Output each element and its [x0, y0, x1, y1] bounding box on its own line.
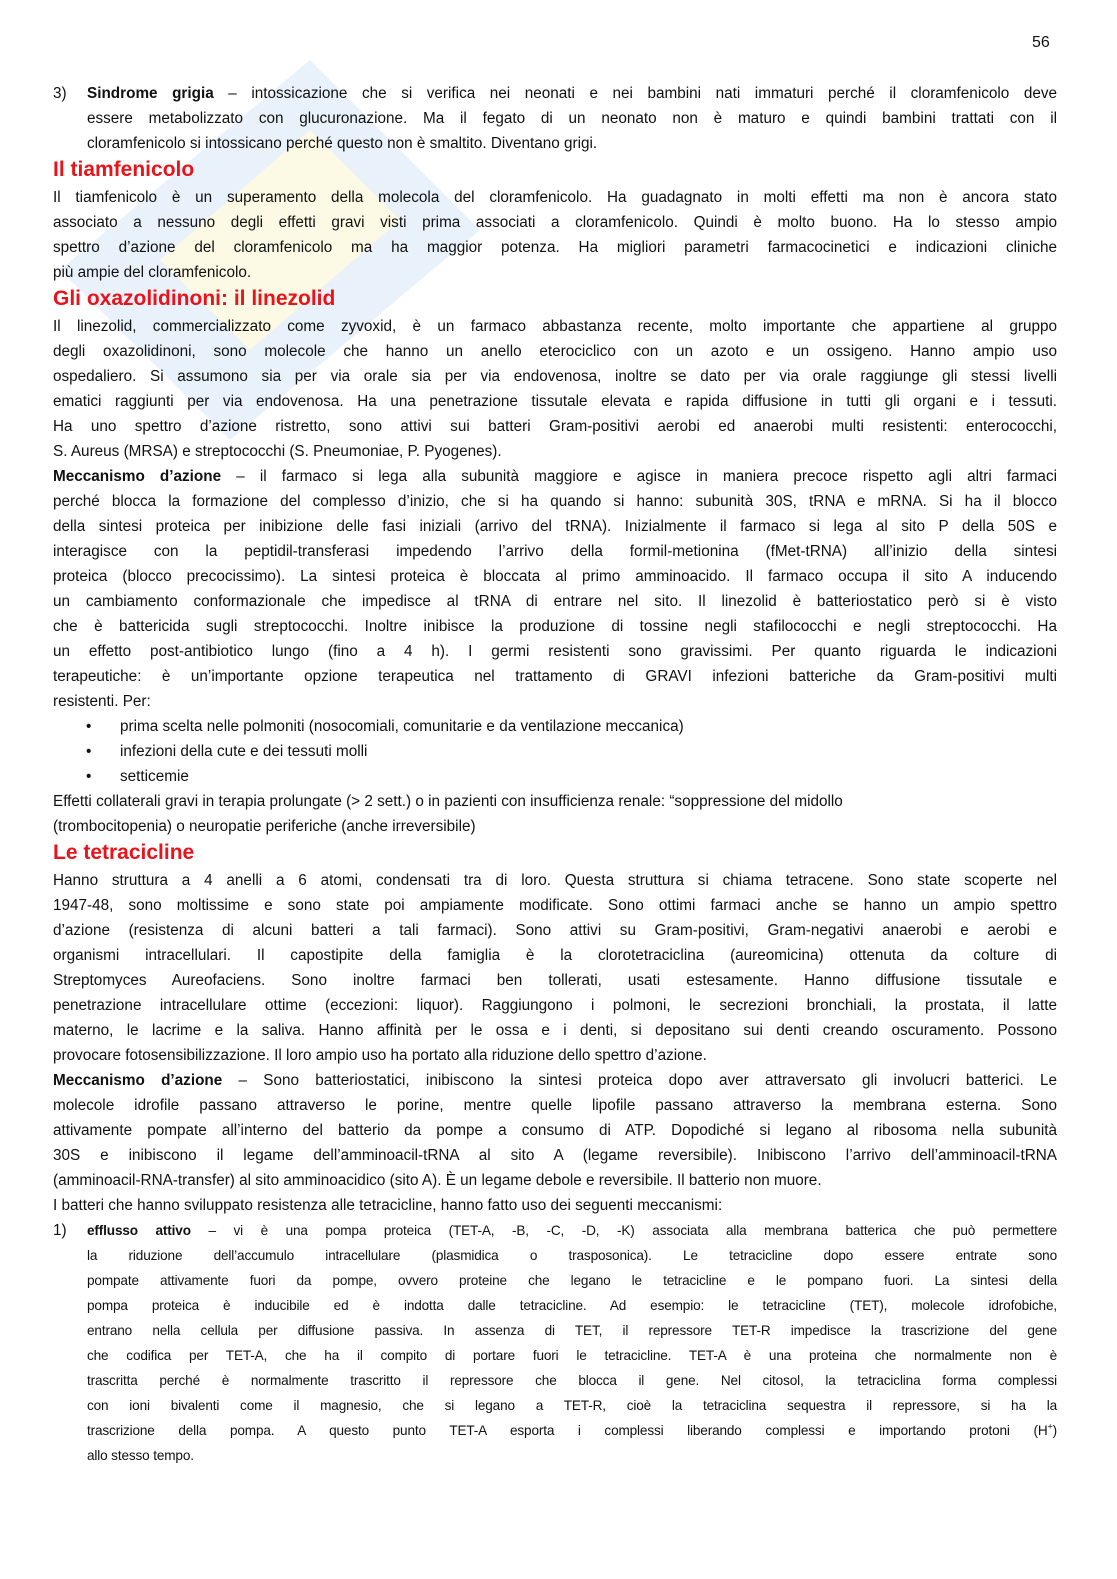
- paragraph: [53, 314, 1057, 464]
- text-run: molecole idrofile passano attraverso le porine, mentre quelle lipofile passano attraverso la membrana esterna. Sono: [53, 1097, 1057, 1114]
- text-line: [53, 185, 1057, 210]
- text-line: [53, 389, 1057, 414]
- text-run: ): [1052, 1423, 1057, 1438]
- text-run: della sintesi proteica per inibizione delle fasi iniziali (arrivo del tRNA). Inizialmente il farmaco si lega al sito P della 50S e: [53, 518, 1057, 535]
- text-run: organismi intracellulari. Il capostipite della famiglia è la clorotetraciclina (aureomicina) ottenuta da colture di: [53, 947, 1057, 964]
- text-line: [53, 210, 1057, 235]
- numbered-item: [53, 81, 1057, 156]
- bold-lead-in: Meccanismo d’azione: [53, 468, 222, 485]
- paragraph: [53, 1068, 1057, 1193]
- list-item-text: prima scelta nelle polmoniti (nosocomiali, comunitarie e da ventilazione meccanica): [120, 718, 684, 735]
- text-line: [53, 1068, 1057, 1093]
- bullet-icon: •: [86, 718, 92, 735]
- text-line: [87, 1443, 1057, 1468]
- text-line: [53, 1168, 1057, 1193]
- text-run: d’azione (resistenza di alcuni batteri a tali farmaci). Sono attivi su Gram-positivi, Gram-negativi anaerobi e aerobi e: [53, 922, 1057, 939]
- text-run: spettro d’azione del cloramfenicolo ma ha maggior potenza. Ha migliori parametri farmacocinetici e indicazioni cliniche: [53, 239, 1057, 256]
- text-run: entrano nella cellula per diffusione passiva. In assenza di TET, il repressore TET-R impedisce la trascrizione del gene: [87, 1323, 1057, 1338]
- text-line: [53, 364, 1057, 389]
- text-line: [53, 868, 1057, 893]
- text-line: [53, 614, 1057, 639]
- text-line: [53, 589, 1057, 614]
- text-run: resistenti. Per:: [53, 693, 151, 710]
- text-run: degli oxazolidinoni, sono molecole che hanno un anello eterociclico con un azoto e un ossigeno. Hanno ampio uso: [53, 343, 1057, 360]
- text-line: [87, 81, 1057, 106]
- text-line: [53, 943, 1057, 968]
- text-line: [53, 235, 1057, 260]
- text-run: Hanno struttura a 4 anelli a 6 atomi, condensati tra di loro. Questa struttura si chiama tetracene. Sono state scoperte nel: [53, 872, 1057, 889]
- text-line: [53, 639, 1057, 664]
- bullet-icon: •: [86, 743, 92, 760]
- text-run: ospedaliero. Si assumono sia per via orale sia per via endovenosa, inoltre se dato per via orale raggiunge gli stessi livelli: [53, 368, 1057, 385]
- superscript: +: [1047, 1421, 1053, 1432]
- text-run: 1947-48, sono moltissime e sono state poi ampiamente modificate. Sono ottimi farmaci anche se hanno un ampio spettro: [53, 897, 1057, 914]
- text-line: [53, 564, 1057, 589]
- text-line: [87, 1318, 1057, 1343]
- text-run: (trombocitopenia) o neuropatie periferiche (anche irreversibile): [53, 818, 476, 835]
- text-line: [87, 1218, 1057, 1243]
- text-run: proteica (blocco precocissimo). La sintesi proteica è bloccata al primo amminoacido. Il farmaco occupa il sito A inducendo: [53, 568, 1057, 585]
- text-line: [87, 1368, 1057, 1393]
- text-run: Ha uno spettro d’azione ristretto, sono attivi sui batteri Gram-positivi aerobi ed anaerobi multi resistenti: enterococchi,: [53, 418, 1057, 435]
- text-line: [87, 1293, 1057, 1318]
- text-line: [87, 106, 1057, 131]
- text-line: [53, 968, 1057, 993]
- text-run: un cambiamento conformazionale che impedisce al tRNA di entrare nel sito. Il linezolid è batteriostatico però si è visto: [53, 593, 1057, 610]
- text-line: [53, 439, 1057, 464]
- text-run: interagisce con la peptidil-transferasi impedendo l’arrivo della formil-metionina (fMet-tRNA) all’inizio della sintesi: [53, 543, 1057, 560]
- text-run: pompate attivamente fuori da pompe, ovvero proteine che legano le tetracicline e le pompano fuori. La sintesi della: [87, 1273, 1057, 1288]
- text-run: un effetto post-antibiotico lungo (fino a 4 h). I germi resistenti sono gravissimi. Per quanto riguarda le indicazioni: [53, 643, 1057, 660]
- text-line: [53, 1193, 1057, 1218]
- text-line: [53, 814, 1057, 839]
- text-line: [53, 893, 1057, 918]
- text-run: più ampie del cloramfenicolo.: [53, 264, 252, 281]
- text-run: provocare fotosensibilizzazione. Il loro ampio uso ha portato alla riduzione dello spettro d’azione.: [53, 1047, 707, 1064]
- paragraph: [53, 464, 1057, 714]
- bold-lead-in: efflusso attivo: [87, 1223, 191, 1238]
- bullet-list: [53, 714, 1057, 789]
- numbered-item: [53, 1218, 1057, 1468]
- text-line: [53, 514, 1057, 539]
- text-line: [53, 789, 1057, 814]
- section-heading: Le tetracicline: [53, 841, 195, 864]
- text-line: [53, 260, 1057, 285]
- paragraph: [53, 1193, 1057, 1218]
- text-run: Streptomyces Aureofaciens. Sono inoltre farmaci ben tollerati, usati estesamente. Hanno diffusione tissutale e: [53, 972, 1057, 989]
- text-run: – vi è una pompa proteica (TET-A, -B, -C, -D, -K) associata alla membrana batterica che può permettere: [190, 1223, 1057, 1238]
- list-item: [86, 764, 1057, 789]
- text-run: trascrizione della pompa. A questo punto TET-A esporta i complessi liberando complessi e importando protoni (H: [87, 1423, 1048, 1438]
- text-line: [53, 689, 1057, 714]
- text-line: [53, 464, 1057, 489]
- text-run: penetrazione intracellulare ottime (eccezioni: liquor). Raggiungono i polmoni, le secrezioni bronchiali, la prostata, il latte: [53, 997, 1057, 1014]
- text-line: [87, 1393, 1057, 1418]
- text-run: che è battericida sugli streptococchi. Inoltre inibisce la produzione di tossine negli stafilococchi e negli streptococchi. Ha: [53, 618, 1057, 635]
- text-line: [53, 489, 1057, 514]
- section-heading: Gli oxazolidinoni: il linezolid: [53, 287, 336, 310]
- text-run: Effetti collaterali gravi in terapia prolungate (> 2 sett.) o in pazienti con insufficienza renale: “soppressione del midollo: [53, 793, 843, 810]
- text-line: [53, 339, 1057, 364]
- bold-lead-in: Sindrome grigia: [87, 85, 214, 102]
- text-run: Il linezolid, commercializzato come zyvoxid, è un farmaco abbastanza recente, molto importante che appartiene al gruppo: [53, 318, 1057, 335]
- text-line: [87, 1343, 1057, 1368]
- text-run: perché blocca la formazione del complesso d’inizio, che si ha quando si hanno: subunità 30S, tRNA e mRNA. Si ha il blocco: [53, 493, 1057, 510]
- text-run: S. Aureus (MRSA) e streptococchi (S. Pneumoniae, P. Pyogenes).: [53, 443, 502, 460]
- paragraph: [53, 868, 1057, 1068]
- text-run: – il farmaco si lega alla subunità maggiore e agisce in maniera precoce rispetto agli altri farmaci: [221, 468, 1057, 485]
- text-run: cloramfenicolo si intossicano perché questo non è smaltito. Diventano grigi.: [87, 135, 598, 152]
- text-line: [87, 1268, 1057, 1293]
- text-line: [53, 539, 1057, 564]
- list-item: [86, 739, 1057, 764]
- text-line: [53, 314, 1057, 339]
- text-run: materno, le lacrime e la saliva. Hanno affinità per le ossa e i denti, si depositano sui denti creando oscuramento. Possono: [53, 1022, 1057, 1039]
- text-run: I batteri che hanno sviluppato resistenza alle tetracicline, hanno fatto uso dei seguenti meccanismi:: [53, 1197, 723, 1214]
- text-run: terapeutiche: è un’importante opzione terapeutica nel trattamento di GRAVI infezioni batteriche da Gram-positivi multi: [53, 668, 1057, 685]
- text-line: [87, 1418, 1057, 1443]
- text-line: [53, 918, 1057, 943]
- item-number: 3): [53, 85, 67, 102]
- text-line: [87, 131, 1057, 156]
- text-run: che codifica per TET-A, che ha il compito di portare fuori le tetracicline. TET-A è una proteina che normalmente non è: [87, 1348, 1057, 1363]
- section-heading: Il tiamfenicolo: [53, 158, 195, 181]
- text-run: la riduzione dell’accumulo intracellulare (plasmidica o trasposonica). Le tetracicline dopo essere entrate sono: [87, 1248, 1057, 1263]
- text-run: (amminoacil-RNA-transfer) al sito amminoacidico (sito A). È un legame debole e reversibile. Il batterio non muore.: [53, 1172, 822, 1189]
- text-run: allo stesso tempo.: [87, 1448, 194, 1463]
- text-line: [53, 414, 1057, 439]
- text-line: [53, 664, 1057, 689]
- list-item-text: setticemie: [120, 768, 189, 785]
- text-run: ematici raggiunti per via endovenosa. Ha una penetrazione tissutale elevata e rapida diffusione in tutti gli organi e i tessuti.: [53, 393, 1057, 410]
- document-body: [53, 81, 1057, 1468]
- text-run: pompa proteica è inducibile ed è indotta dalle tetracicline. Ad esempio: le tetracicline (TET), molecole idrofobiche,: [87, 1298, 1057, 1313]
- bold-lead-in: Meccanismo d’azione: [53, 1072, 223, 1089]
- list-item-text: infezioni della cute e dei tessuti molli: [120, 743, 368, 760]
- text-line: [53, 993, 1057, 1018]
- paragraph: [53, 789, 1057, 839]
- text-run: con ioni bivalenti come il magnesio, che si legano a TET-R, cioè la tetraciclina sequestra il repressore, si ha la: [87, 1398, 1057, 1413]
- text-run: trascritta perché è normalmente trascritto il repressore che blocca il gene. Nel citosol, la tetraciclina forma complessi: [87, 1373, 1057, 1388]
- text-run: 30S e inibiscono il legame dell’amminoacil-tRNA al sito A (legame reversibile). Inibiscono l’arrivo dell’amminoacil-tRNA: [53, 1147, 1057, 1164]
- list-item: [86, 714, 1057, 739]
- text-run: – intossicazione che si verifica nei neonati e nei bambini nati immaturi perché il cloramfenicolo deve: [213, 85, 1057, 102]
- paragraph: [53, 185, 1057, 285]
- text-line: [53, 1093, 1057, 1118]
- item-number: 1): [53, 1222, 67, 1239]
- text-run: associato a nessuno degli effetti gravi visti prima associati a cloramfenicolo. Quindi è molto buono. Ha lo stesso ampio: [53, 214, 1057, 231]
- text-line: [87, 1243, 1057, 1268]
- text-run: attivamente pompate all’interno del batterio da pompe a consumo di ATP. Dopodiché si legano al ribosoma nella subunità: [53, 1122, 1057, 1139]
- text-line: [53, 1018, 1057, 1043]
- bullet-icon: •: [86, 768, 92, 785]
- text-line: [53, 1043, 1057, 1068]
- text-run: essere metabolizzato con glucuronazione. Ma il fegato di un neonato non è maturo e quindi bambini trattati con il: [87, 110, 1057, 127]
- page-number: 56: [1032, 34, 1050, 51]
- text-run: Il tiamfenicolo è un superamento della molecola del cloramfenicolo. Ha guadagnato in molti effetti ma non è ancora stato: [53, 189, 1057, 206]
- text-line: [53, 1118, 1057, 1143]
- text-line: [53, 1143, 1057, 1168]
- text-run: – Sono batteriostatici, inibiscono la sintesi proteica dopo aver attraversato gli involucri batterici. Le: [222, 1072, 1058, 1089]
